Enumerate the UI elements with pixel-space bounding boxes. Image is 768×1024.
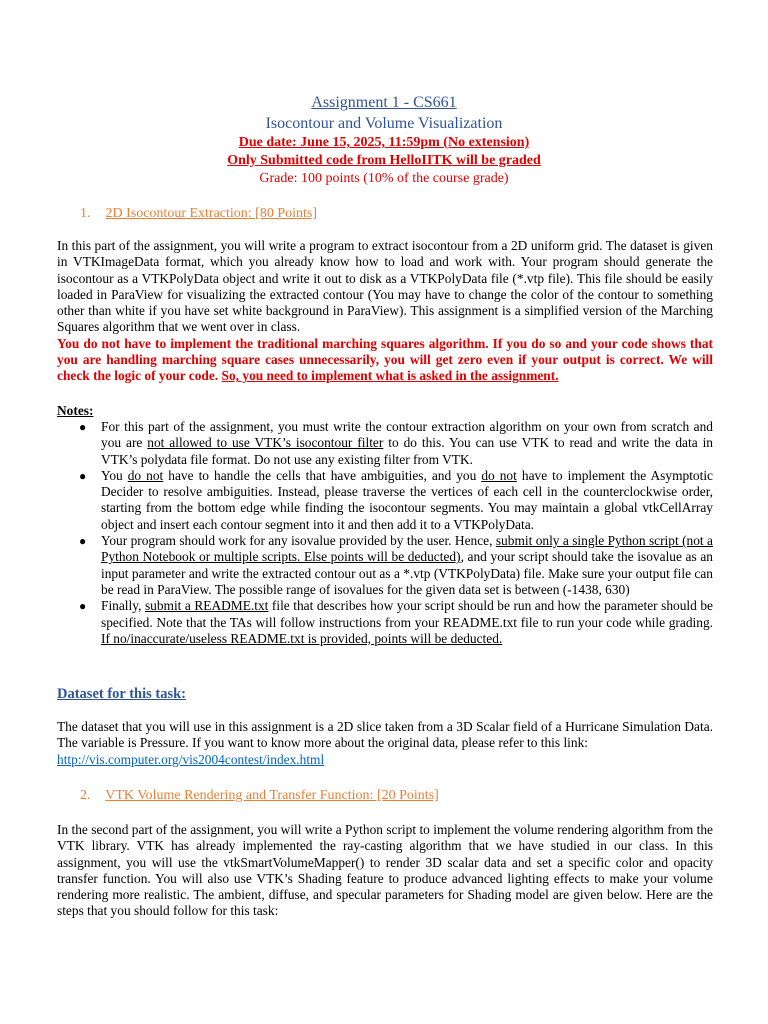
note1-text-a: For this part of the assignment, you must write the contour extraction algorithm on your own from scratch and you are — [101, 419, 713, 451]
note1-text-b: to do this. You can use VTK to read and write the data in VTK’s polydata file format. Do not use any existing filter from VTK. — [101, 435, 713, 467]
section1-number: 1. — [80, 206, 91, 221]
note3-emph: submit only a single Python script (not a Python Notebook or multiple scripts. Else points will be deducted) — [101, 533, 713, 565]
section1-heading — [80, 206, 317, 222]
section1-warning: You do not have to implement the traditional marching squares algorithm. If you do so and your code shows that you are handling marching square cases unnecessarily, you will get zero even if your output is correct. We will check the logic of your code. — [57, 335, 713, 384]
assignment-subtitle: Isocontour and Volume Visualization — [265, 115, 503, 132]
grade-info: Grade: 100 points (10% of the course grade) — [259, 171, 509, 186]
note2-text-b: have to handle the cells that have ambiguities, and you — [163, 467, 482, 483]
notes-list — [57, 419, 713, 647]
note2-text-a: You — [101, 467, 128, 483]
section2-title: VTK Volume Rendering and Transfer Function: [20 Points] — [105, 788, 439, 803]
list-item — [57, 533, 713, 598]
note2-text-c: have to implement the Asymptotic Decider to resolve ambiguities. Instead, please traverse the vertices of each cell in the counterclockwise order, starting from the bottom edge while finding the isocontour segments. You may maintain a global vtkCellArray object and insert each contour segment into it and then add it to a VTKPolyData. — [101, 467, 714, 532]
dataset-heading: Dataset for this task: — [57, 686, 187, 702]
section1-intro — [57, 238, 713, 385]
note4-text-a: Finally, — [101, 598, 145, 614]
list-item — [57, 468, 713, 533]
assignment-title: Assignment 1 - CS661 — [311, 94, 457, 111]
section2-paragraph: In the second part of the assignment, you will write a Python script to implement the volume rendering algorithm from the VTK library. VTK has already implemented the ray-casting algorithm that we have studied in our class. In this assignment, you will use the vtkSmartVolumeMapper() to render 3D scalar data and set a specific color and opacity transfer function. You will also use VTK’s Shading feature to produce advanced lighting effects to make your volume rendering more realistic. The ambient, diffuse, and specular parameters for Shading model are given below. Here are the steps that you should follow for this task: — [57, 822, 713, 919]
bullet-icon: ● — [79, 599, 87, 614]
bullet-icon: ● — [79, 468, 87, 483]
note4-text-b: file that describes how your script should be run and how the parameter should be specified. Note that the TAs will follow instructions from your README.txt file to run your code while grading. — [101, 598, 713, 630]
notes-label: Notes: — [57, 403, 94, 418]
note2-emph-1: do not — [127, 467, 164, 483]
section1-title: 2D Isocontour Extraction: [80 Points] — [105, 206, 318, 221]
section1-warning-emph: So, you need to implement what is asked in the assignment. — [221, 368, 559, 384]
note2-emph-2: do not — [481, 467, 517, 483]
dataset-text: The dataset that you will use in this assignment is a 2D slice taken from a 3D Scalar field of a Hurricane Simulation Data. The variable is Pressure. If you want to know more about the original data, please refer to this link: — [57, 719, 713, 751]
section2-heading — [80, 788, 439, 804]
bullet-icon: ● — [79, 420, 87, 434]
note3-text-b: , and your script should take the isovalue as an input parameter and write the extracted contour out as a *.vtp (VTKPolyData) file. Make sure your output file can be read in ParaView. The possible range of isovalues for the given data set is between (-1438, 630) — [101, 549, 713, 597]
submission-rule: Only Submitted code from HelloIITK will be graded — [227, 153, 541, 168]
dataset-paragraph — [57, 719, 713, 768]
note3-text-a: Your program should work for any isovalue provided by the user. Hence, — [101, 533, 496, 549]
dataset-link[interactable]: http://vis.computer.org/vis2004contest/index.html — [57, 751, 325, 767]
section1-intro-text: In this part of the assignment, you will write a program to extract isocontour from a 2D uniform grid. The dataset is given in VTKImageData format, which you already know how to load and work with. Your program should generate the isocontour as a VTKPolyData object and write it out to disk as a VTKPolyData file (*.vtp file). This file should be easily loaded in ParaView for visualizing the extracted contour (You may have to change the color of the contour to something other than white if you have set white background in ParaView). This assignment is a simplified version of the Marching Squares algorithm that we went over in class. — [57, 238, 713, 335]
due-date: Due date: June 15, 2025, 11:59pm (No extension) — [238, 135, 530, 150]
list-item — [57, 598, 713, 647]
section2-number: 2. — [80, 788, 91, 803]
note4-emph-2: If no/inaccurate/useless README.txt is provided, points will be deducted. — [101, 630, 503, 646]
bullet-icon: ● — [79, 534, 87, 549]
note4-emph-1: submit a README.txt — [144, 598, 269, 614]
note1-emph: not allowed to use VTK’s isocontour filter — [147, 435, 384, 451]
list-item — [57, 419, 713, 468]
